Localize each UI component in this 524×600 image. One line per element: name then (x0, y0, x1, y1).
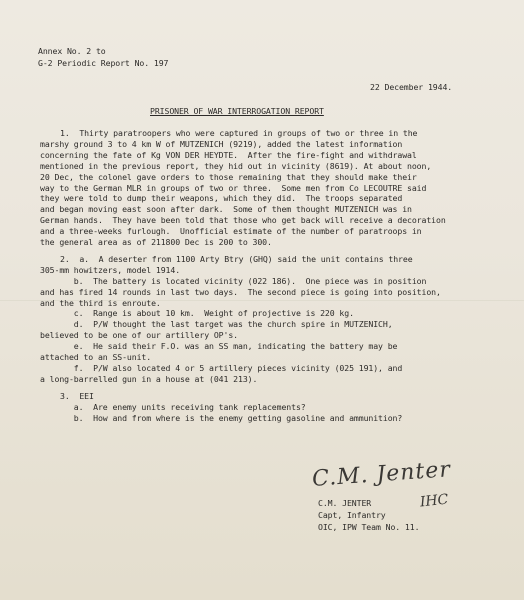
signatory-name: C.M. JENTER (318, 498, 372, 508)
body-line: 20 Dec, the colonel gave orders to those remaining that they should make their (40, 171, 417, 182)
report-reference: G-2 Periodic Report No. 197 (38, 58, 169, 68)
body-line: 305-mm howitzers, model 1914. (40, 264, 181, 275)
body-line: and began moving east soon after dark. Some of them thought MUTZENICH was in (40, 204, 412, 215)
body-line: marshy ground 3 to 4 km W of MUTZENICH (9219), added the latest information (40, 138, 403, 149)
report-title: PRISONER OF WAR INTERROGATION REPORT (150, 106, 324, 116)
body-line: the general area as of 211800 Dec is 200 to 300. (40, 237, 272, 247)
body-line: attached to an SS-unit. (40, 352, 152, 362)
body-line: 1. Thirty paratroopers who were captured in groups of two or three in the (60, 128, 418, 138)
report-date: 22 December 1944. (370, 82, 453, 92)
signatory-rank: Capt, Infantry (318, 510, 386, 520)
handwritten-signature-suffix: IHC (419, 491, 449, 511)
body-line: German hands. They have been told that those who get back will receive a decoration (40, 215, 446, 226)
body-line: e. He said their F.O. was an SS man, indicating the battery may be (40, 341, 398, 352)
body-line: way to the German MLR in groups of two or three. Some men from Co LECOUTRE said (40, 182, 427, 193)
handwritten-signature: C.M. Jenter (311, 457, 452, 492)
body-line: and has fired 14 rounds in last two days. The second piece is going into position, (40, 286, 441, 297)
body-line: concerning the fate of Kg VON DER HEYDTE. After the fire-fight and withdrawal (40, 149, 417, 160)
body-line: 2. a. A deserter from 1100 Arty Btry (GHQ) said the unit contains three (60, 253, 413, 264)
body-line: b. The battery is located vicinity (022 186). One piece was in position (40, 275, 427, 286)
annex-line: Annex No. 2 to (38, 46, 106, 56)
body-line: b. How and from where is the enemy getting gasoline and ammunition? (40, 412, 403, 423)
body-line: d. P/W thought the last target was the church spire in MUTZENICH, (40, 319, 393, 330)
body-line: and the third is enroute. (40, 297, 161, 308)
body-line: mentioned in the previous report, they hid out in vicinity (8619). At about noon, (40, 160, 432, 171)
body-line: f. P/W also located 4 or 5 artillery pieces vicinity (025 191), and (40, 362, 403, 373)
body-line: a long-barrelled gun in a house at (041 213). (40, 373, 258, 384)
body-line: they were told to dump their weapons, which they did. The troops separated (40, 193, 403, 204)
body-line: 3. EEI (60, 390, 94, 401)
body-line: a. Are enemy units receiving tank replacements? (40, 401, 306, 412)
body-line: believed to be one of our artillery OP's. (40, 330, 239, 341)
body-line: and a three-weeks furlough. Unofficial estimate of the number of paratroops in (40, 226, 422, 237)
signatory-unit: OIC, IPW Team No. 11. (318, 522, 420, 532)
body-line: c. Range is about 10 km. Weight of projective is 220 kg. (40, 308, 354, 319)
